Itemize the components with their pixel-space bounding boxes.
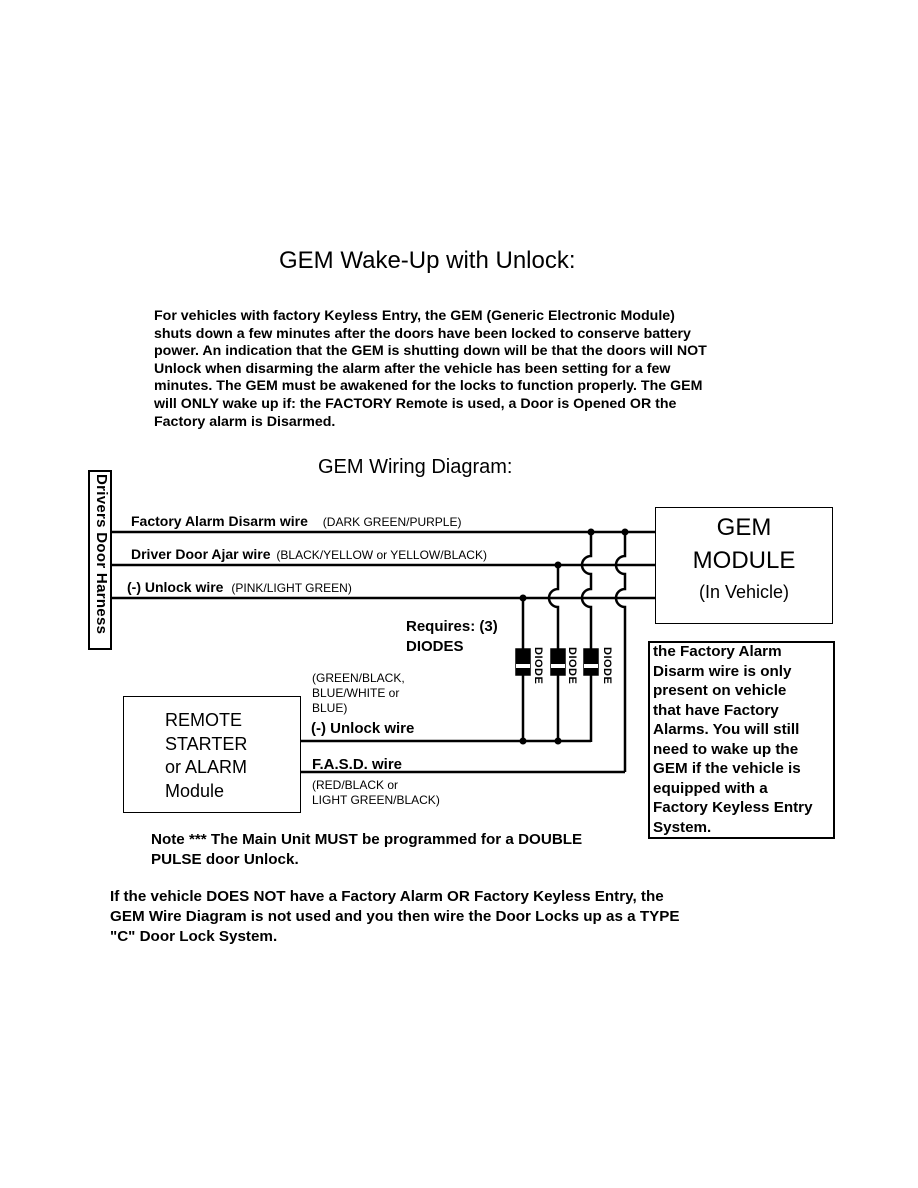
- remote-module-line: STARTER: [165, 734, 248, 754]
- junction-dot: [622, 529, 629, 536]
- tap-alarm-disarm: [582, 532, 591, 742]
- fasd-wire-colors: [312, 778, 440, 808]
- color-line: BLUE): [312, 701, 348, 715]
- gem-module-line: (In Vehicle): [698, 582, 790, 602]
- junction-dot: [555, 738, 562, 745]
- intro-line: power. An indication that the GEM is shutting down will be that the doors will NOT: [154, 343, 707, 360]
- wire-label-door-ajar: [131, 546, 487, 562]
- gem-module-line: MODULE: [692, 547, 796, 574]
- footer-line: GEM Wire Diagram is not used and you then wire the Door Locks up as a TYPE: [110, 908, 680, 925]
- footer-line: "C" Door Lock System.: [110, 928, 278, 945]
- fasd-wire-label: F.A.S.D. wire: [312, 756, 403, 773]
- gem-module-box: [655, 507, 833, 624]
- factory-alarm-note-box: [648, 641, 835, 839]
- note-line: equipped with a: [653, 779, 768, 797]
- note-line: Alarms. You will still: [653, 721, 800, 738]
- remote-module-line: REMOTE: [165, 710, 243, 730]
- wire-name: Factory Alarm Disarm wire: [131, 513, 308, 529]
- junction-dot: [588, 529, 595, 536]
- color-line: (RED/BLACK or: [312, 778, 399, 792]
- requires-line: DIODES: [406, 638, 464, 655]
- requires-line: Requires: (3): [406, 618, 498, 635]
- wire-name: Driver Door Ajar wire: [131, 546, 271, 562]
- note-line: need to wake up the: [653, 740, 799, 758]
- junction-dot: [520, 595, 527, 602]
- note-line: present on vehicle: [653, 682, 787, 699]
- page-title: GEM Wake-Up with Unlock:: [279, 247, 576, 274]
- diode-label: DIODE: [566, 647, 578, 685]
- color-line: (GREEN/BLACK,: [312, 671, 405, 685]
- drivers-door-harness: [88, 470, 112, 650]
- diode-3: [584, 649, 598, 675]
- remote-module-line: Module: [165, 781, 225, 801]
- diode-2: [551, 649, 565, 675]
- remote-starter-module-box: [123, 696, 301, 813]
- note-line: Note *** The Main Unit MUST be programmed for a DOUBLE: [151, 831, 583, 848]
- junction-dot: [555, 562, 562, 569]
- remote-unlock-wire-label: (-) Unlock wire: [311, 720, 415, 737]
- intro-line: Factory alarm is Disarmed.: [154, 413, 336, 430]
- note-line: that have Factory: [653, 701, 779, 719]
- gem-module-line: GEM: [716, 514, 772, 541]
- junction-dot: [520, 738, 527, 745]
- requires-diodes-label: [406, 617, 498, 657]
- color-line: LIGHT GREEN/BLACK): [312, 793, 440, 807]
- intro-line: shuts down a few minutes after the doors have been locked to conserve battery: [154, 325, 691, 342]
- harness-label: Drivers Door Harness: [93, 474, 110, 635]
- note-line: Disarm wire is only: [653, 662, 792, 680]
- intro-line: Unlock when disarming the alarm after the vehicle has been setting for a few: [154, 360, 671, 377]
- footer-paragraph: [110, 887, 680, 947]
- diode-label: DIODE: [532, 647, 544, 685]
- double-pulse-note: [151, 830, 582, 870]
- diagram-title: GEM Wiring Diagram:: [318, 456, 513, 478]
- tap-alarm-disarm-2: [616, 532, 625, 772]
- intro-line: minutes. The GEM must be awakened for the locks to function properly. The GEM: [154, 378, 703, 395]
- color-line: BLUE/WHITE or: [312, 686, 400, 700]
- note-line: GEM if the vehicle is: [653, 760, 801, 777]
- wire-color: (DARK GREEN/PURPLE): [322, 515, 462, 529]
- note-line: Factory Keyless Entry: [653, 799, 813, 816]
- wire-name: (-) Unlock wire: [127, 579, 224, 595]
- diode-1: [516, 649, 530, 675]
- diode-label: DIODE: [601, 647, 613, 685]
- wire-color: (PINK/LIGHT GREEN): [231, 581, 352, 595]
- note-line: System.: [653, 818, 712, 836]
- intro-line: will ONLY wake up if: the FACTORY Remote is used, a Door is Opened OR the: [154, 395, 677, 412]
- footer-line: If the vehicle DOES NOT have a Factory Alarm OR Factory Keyless Entry, the: [110, 888, 664, 905]
- wire-label-unlock: [127, 579, 352, 595]
- note-line: the Factory Alarm: [653, 643, 782, 660]
- intro-line: For vehicles with factory Keyless Entry, the GEM (Generic Electronic Module): [154, 308, 675, 324]
- remote-module-line: or ALARM: [165, 757, 248, 777]
- unlock-wire-colors: [312, 671, 405, 716]
- note-line: PULSE door Unlock.: [151, 851, 299, 868]
- wire-color: (BLACK/YELLOW or YELLOW/BLACK): [276, 548, 487, 562]
- wire-label-alarm-disarm: [131, 513, 461, 529]
